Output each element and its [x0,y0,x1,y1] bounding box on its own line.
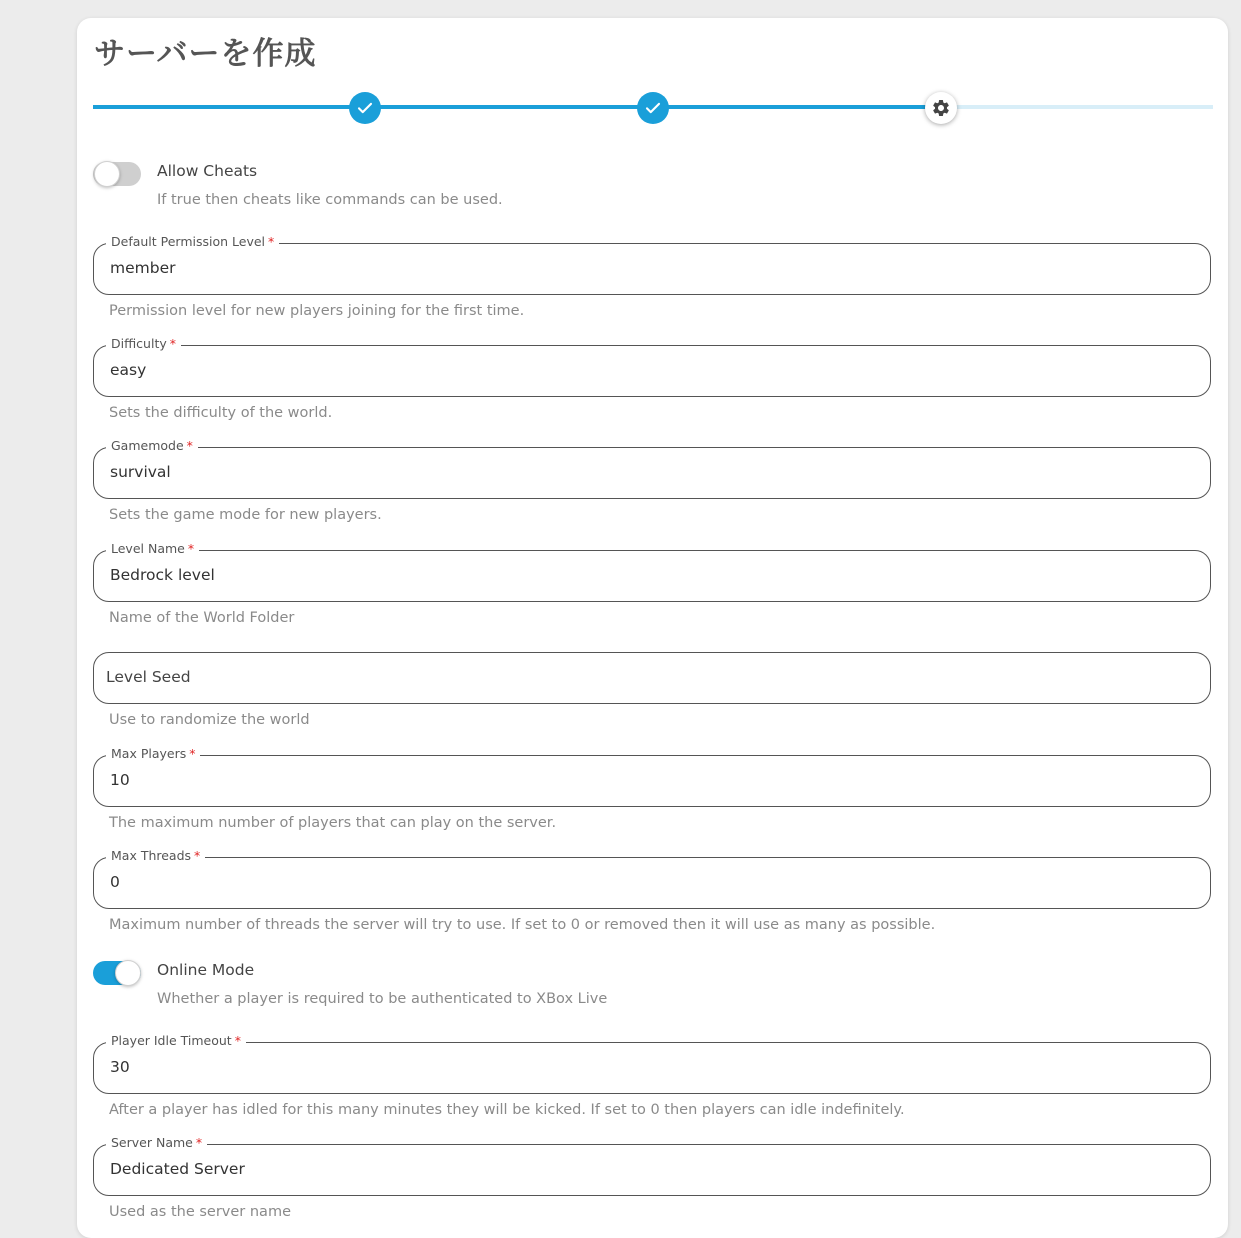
step-1-complete[interactable] [349,92,381,124]
field-label: Difficulty * [106,336,181,351]
toggle-knob [94,161,120,187]
gamemode-hint: Sets the game mode for new players. [109,507,382,523]
gear-icon [931,98,951,118]
required-marker: * [169,336,176,351]
field-label: Player Idle Timeout * [106,1033,246,1048]
stepper-track-remaining [941,105,1213,109]
difficulty-value: easy [110,361,147,379]
field-label: Level Name * [106,541,199,556]
server-name-hint: Used as the server name [109,1204,291,1220]
field-label: Max Players * [106,746,200,761]
page-title: サーバーを作成 [94,36,317,72]
default-permission-level-hint: Permission level for new players joining for the first time. [109,303,525,319]
max-players-value: 10 [110,771,130,789]
max-players-hint: The maximum number of players that can play on the server. [109,815,557,831]
step-3-active[interactable] [925,92,957,124]
max-threads-value: 0 [110,873,120,891]
required-marker: * [195,1135,203,1150]
level-name-input[interactable] [93,541,1211,602]
difficulty-input[interactable] [93,336,1211,397]
gamemode-value: survival [110,463,171,481]
field-label: Server Name * [106,1135,207,1150]
step-2-complete[interactable] [637,92,669,124]
create-server-card [77,18,1228,1238]
default-permission-level-value: member [110,259,176,277]
player-idle-timeout-value: 30 [110,1058,130,1076]
allow-cheats-description: If true then cheats like commands can be used. [157,192,503,208]
max-threads-hint: Maximum number of threads the server will try to use. If set to 0 or removed then it will use as many as possible. [109,917,936,933]
check-icon [356,99,374,117]
field-label: Max Threads * [106,848,205,863]
server-name-input[interactable] [93,1135,1211,1196]
stepper-track-complete [93,105,941,109]
level-seed-placeholder: Level Seed [106,668,191,686]
required-marker: * [186,438,193,453]
required-marker: * [268,234,275,249]
allow-cheats-label: Allow Cheats [157,162,258,180]
max-threads-input[interactable] [93,848,1211,909]
field-label: Default Permission Level * [106,234,279,249]
required-marker: * [187,541,195,556]
field-label: Gamemode * [106,438,198,453]
toggle-knob [115,960,141,986]
online-mode-toggle[interactable] [93,960,141,986]
required-marker: * [234,1033,241,1048]
check-icon [644,99,662,117]
gamemode-input[interactable] [93,438,1211,499]
online-mode-label: Online Mode [157,961,255,979]
level-name-hint: Name of the World Folder [109,610,295,626]
allow-cheats-toggle[interactable] [93,161,141,187]
player-idle-timeout-hint: After a player has idled for this many minutes they will be kicked. If set to 0 then players can idle indefinitely. [109,1102,905,1118]
max-players-input[interactable] [93,746,1211,807]
level-seed-input[interactable] [93,652,1211,704]
difficulty-hint: Sets the difficulty of the world. [109,405,333,421]
level-seed-hint: Use to randomize the world [109,712,310,728]
player-idle-timeout-input[interactable] [93,1033,1211,1094]
level-name-value: Bedrock level [110,566,215,584]
required-marker: * [194,848,201,863]
default-permission-level-input[interactable] [93,234,1211,295]
server-name-value: Dedicated Server [110,1160,245,1178]
required-marker: * [189,746,196,761]
online-mode-description: Whether a player is required to be authenticated to XBox Live [157,991,608,1007]
